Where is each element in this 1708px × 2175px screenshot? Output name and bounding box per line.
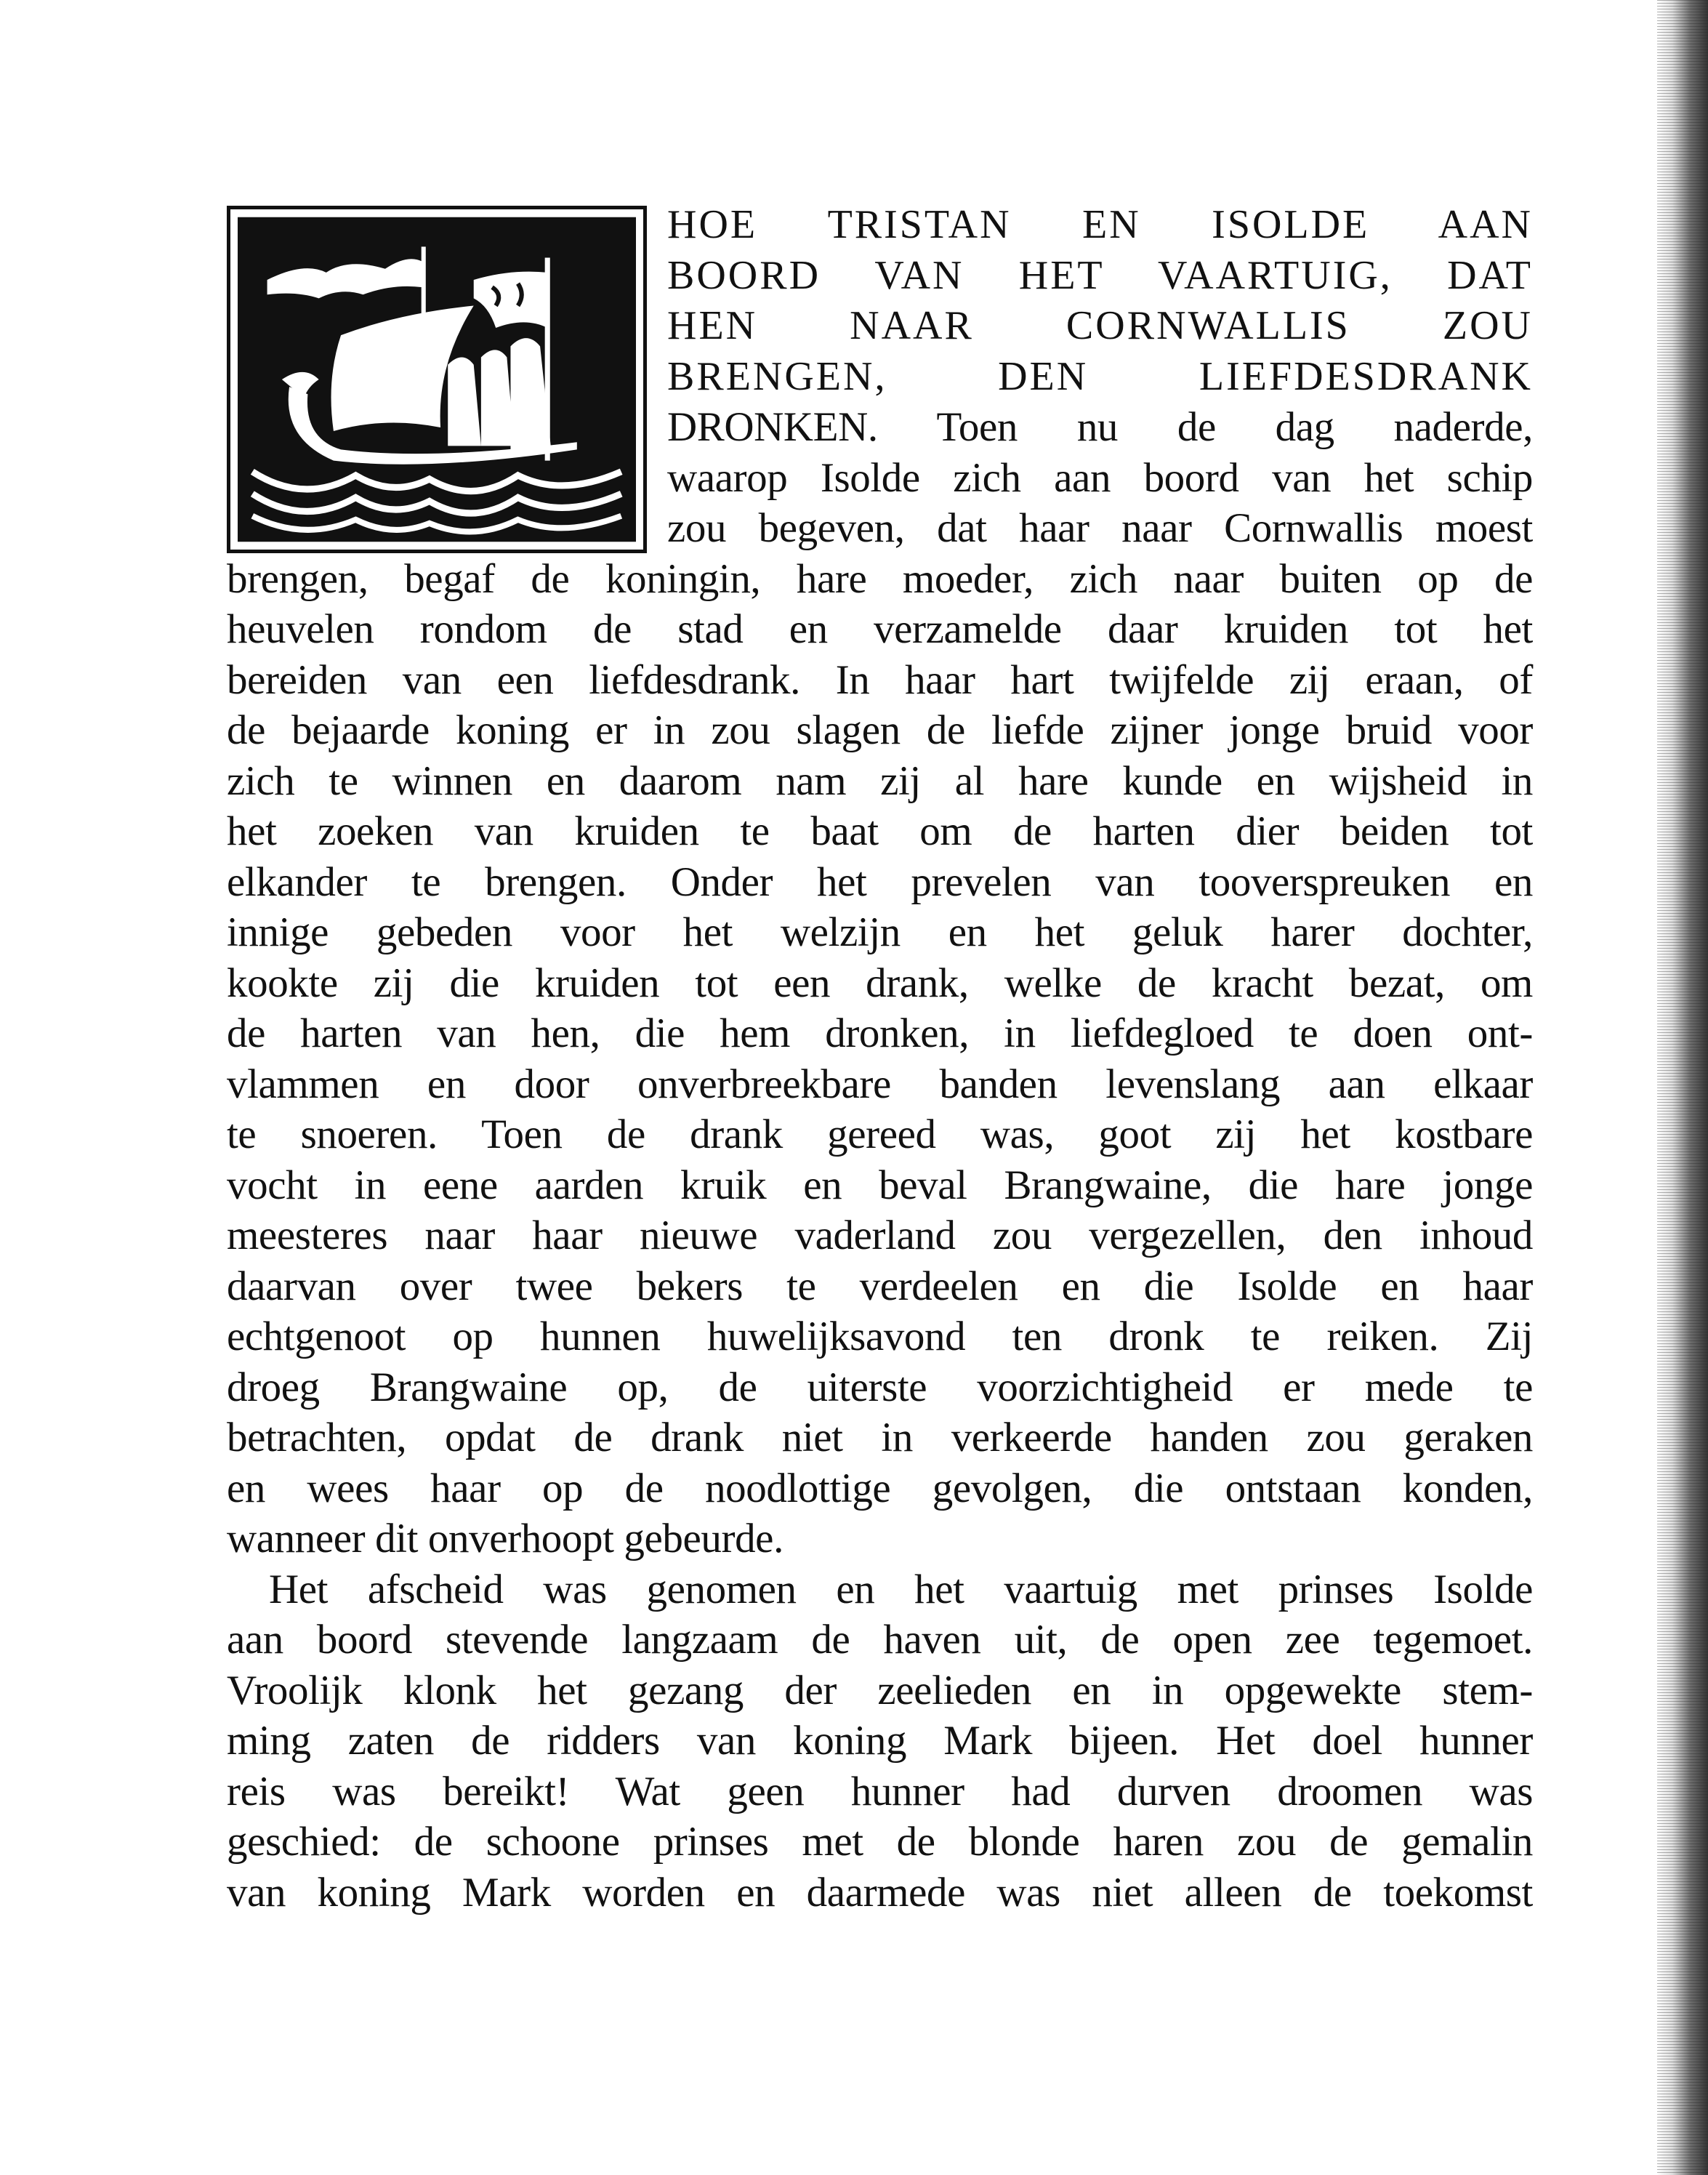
sailing-ship-woodcut-icon [227,206,647,553]
text-line: vlammen en door onverbreekbare banden levenslang aan elkaar [227,1061,1533,1107]
text-line: te snoeren. Toen de drank gereed was, goot zij het kostbare [227,1111,1533,1157]
text-line: zich te winnen en daarom nam zij al hare kunde en wijsheid in [227,757,1533,804]
page-edge-scan-shadow [1657,0,1708,2175]
chapter-text [227,200,1533,1918]
paragraph-2 [227,1564,1533,1918]
chapter-heading-line: HOE TRISTAN EN ISOLDE AAN [667,202,1533,247]
text-line: de bejaarde koning er in zou slagen de liefde zijner jonge bruid voor [227,707,1533,753]
text-line: vocht in eene aarden kruik en beval Brangwaine, die hare jonge [227,1162,1533,1208]
text-line: echtgenoot op hunnen huwelijksavond ten dronk te reiken. Zij [227,1314,1533,1359]
chapter-heading-line: BRENGEN, DEN LIEFDESDRANK [667,353,1533,399]
text-line: de harten van hen, die hem dronken, in liefdegloed te doen ont- [227,1010,1533,1056]
paragraph-1 [227,554,1533,1564]
chapter-heading-line: BOORD VAN HET VAARTUIG, DAT [667,252,1533,298]
text-line: DRONKEN. Toen nu de dag naderde, [667,404,1533,450]
text-line: heuvelen rondom de stad en verzamelde daar kruiden tot het [227,606,1533,652]
text-line: van koning Mark worden en daarmede was niet alleen de toekomst [227,1869,1533,1915]
text-line: reis was bereikt! Wat geen hunner had durven droomen was [227,1768,1533,1814]
text-line: en wees haar op de noodlottige gevolgen, die ontstaan konden, [227,1465,1533,1511]
text-line: betrachten, opdat de drank niet in verkeerde handen zou geraken [227,1415,1533,1460]
text-line: innige gebeden voor het welzijn en het geluk harer dochter, [227,909,1533,955]
text-line: bereiden van een liefdesdrank. In haar hart twijfelde zij eraan, of [227,656,1533,703]
text-line: elkander te brengen. Onder het prevelen van tooverspreuken en [227,859,1533,905]
text-line: wanneer dit onverhoopt gebeurde. [227,1516,783,1561]
text-line: kookte zij die kruiden tot een drank, welke de kracht bezat, om [227,960,1533,1006]
text-line: geschied: de schoone prinses met de blonde haren zou de gemalin [227,1819,1533,1865]
text-line: Vroolijk klonk het gezang der zeelieden en in opgewekte stem- [227,1667,1533,1713]
text-line: brengen, begaf de koningin, hare moeder, zich naar buiten op de [227,555,1533,602]
text-line: droeg Brangwaine op, de uiterste voorzichtigheid er mede te [227,1364,1533,1410]
text-line: aan boord stevende langzaam de haven uit, de open zee tegemoet. [227,1617,1533,1663]
text-line: meesteres naar haar nieuwe vaderland zou vergezellen, den inhoud [227,1213,1533,1258]
text-line: Het afscheid was genomen en het vaartuig met prinses Isolde [269,1566,1533,1612]
text-line: waarop Isolde zich aan boord van het schip [667,454,1533,501]
ship-illustration-svg [238,217,636,542]
text-line: daarvan over twee bekers te verdeelen en die Isolde en haar [227,1263,1533,1309]
chapter-heading-line: HEN NAAR CORNWALLIS ZOU [667,303,1533,348]
text-line: zou begeven, dat haar naar Cornwallis moest [667,505,1533,551]
text-line: het zoeken van kruiden te baat om de harten dier beiden tot [227,808,1533,854]
text-line: ming zaten de ridders van koning Mark bijeen. Het doel hunner [227,1718,1533,1764]
